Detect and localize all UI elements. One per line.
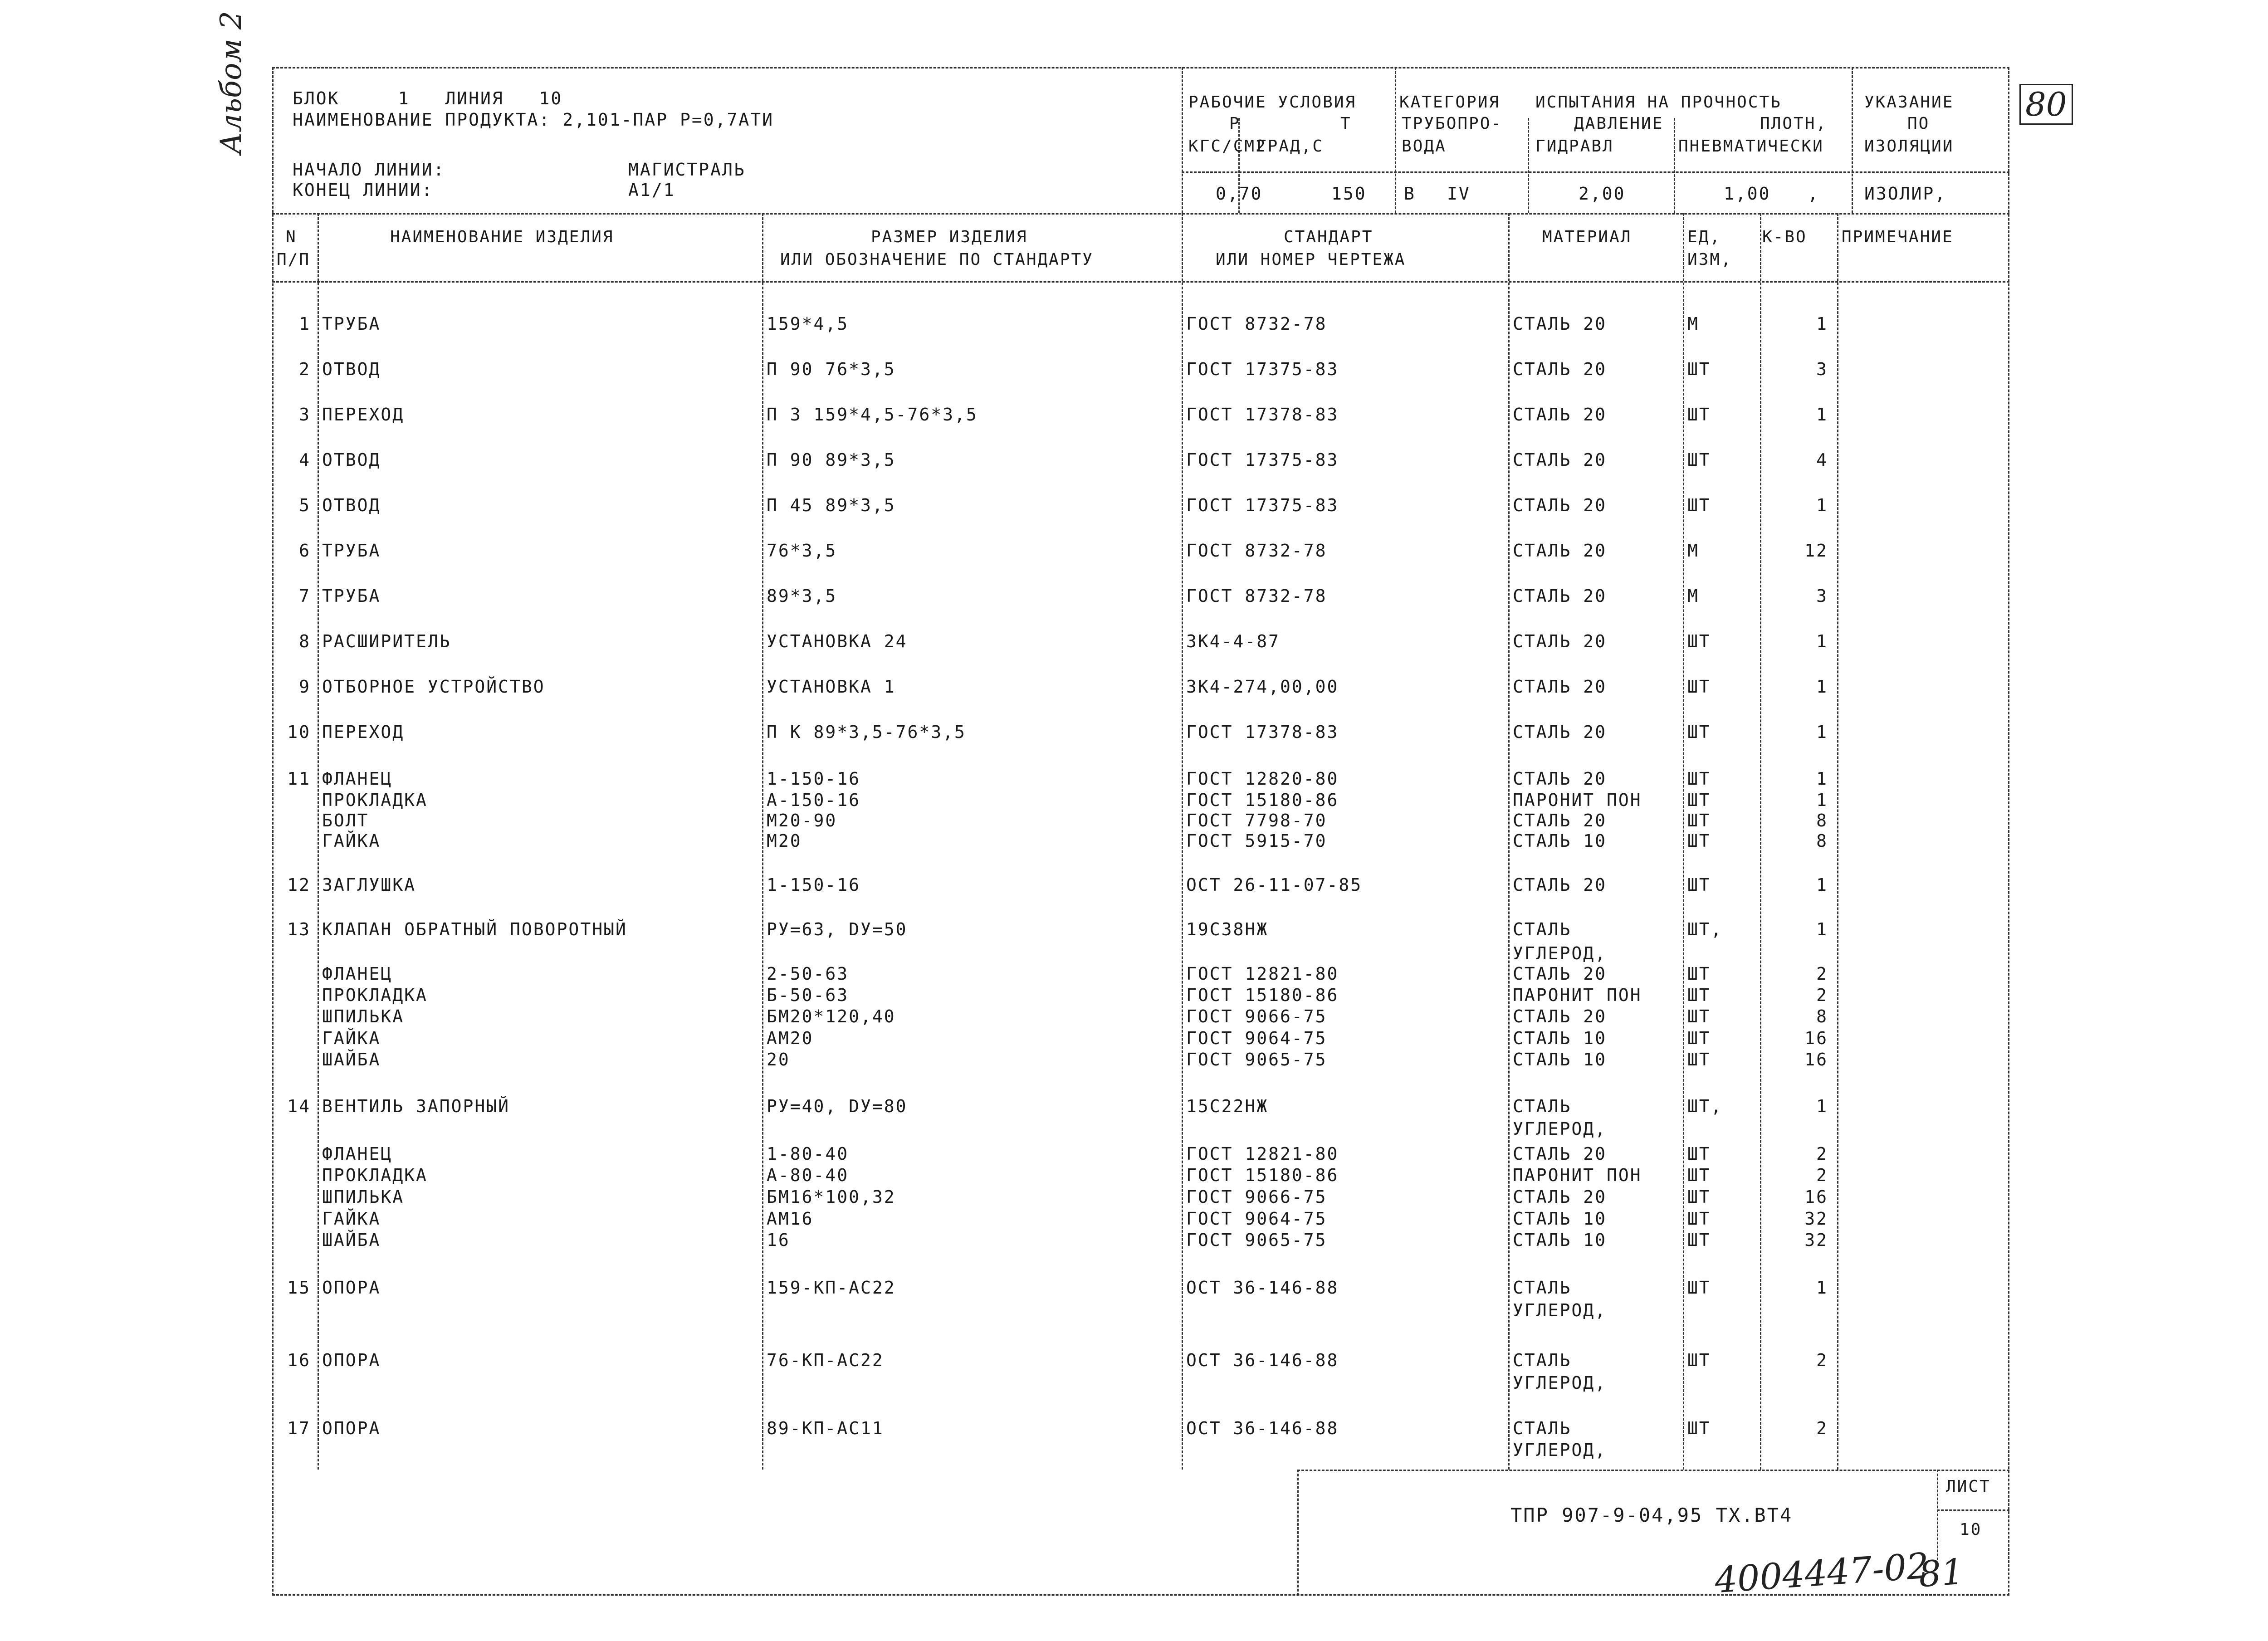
cell-name: ФЛАНЕЦ xyxy=(322,769,393,789)
cell-name: ОТВОД xyxy=(322,450,381,470)
cell-qty: 16 xyxy=(1804,1028,1828,1048)
cell-qty: 4 xyxy=(1816,450,1828,470)
start-label: НАЧАЛО ЛИНИИ: xyxy=(293,160,445,180)
cell-unit: ШТ xyxy=(1687,722,1711,742)
header-divider-pn xyxy=(1674,118,1675,213)
cell-name: ШАЙБА xyxy=(322,1230,381,1250)
cell-unit: ШТ xyxy=(1687,1050,1711,1070)
cell-name: ШПИЛЬКА xyxy=(322,1006,405,1026)
cell-n: 13 xyxy=(287,919,311,939)
cell-qty: 8 xyxy=(1816,1006,1828,1026)
cell-qty: 32 xyxy=(1804,1209,1828,1229)
cell-name: ВЕНТИЛЬ ЗАПОРНЫЙ xyxy=(322,1096,510,1116)
cell-qty: 2 xyxy=(1816,1144,1828,1164)
col-header-unit-l2: ИЗМ, xyxy=(1687,250,1732,269)
cell-name: ОТВОД xyxy=(322,359,381,379)
col-header-unit-l1: ЕД, xyxy=(1687,228,1721,246)
footer-sheet-line xyxy=(1937,1470,1938,1560)
cell-std: ГОСТ 17378-83 xyxy=(1186,405,1339,425)
cell-name: ПЕРЕХОД xyxy=(322,722,405,742)
cell-mat: СТАЛЬ xyxy=(1513,1278,1572,1298)
cell-size: 89*3,5 xyxy=(767,586,837,606)
cell-n: 15 xyxy=(287,1278,311,1298)
value-pneumatic: 1,00 xyxy=(1724,184,1771,204)
work-p: Р xyxy=(1229,114,1241,133)
cell-unit: ШТ xyxy=(1687,405,1711,425)
cell-std: 15С22НЖ xyxy=(1186,1096,1269,1116)
cell-name: ТРУБА xyxy=(322,314,381,334)
cell-size: 76-КП-АС22 xyxy=(767,1350,884,1370)
cell-mat: СТАЛЬ xyxy=(1513,1418,1572,1438)
corner-number: 80 xyxy=(2019,84,2073,125)
cell-qty: 1 xyxy=(1816,314,1828,334)
cell-size: 159-КП-АС22 xyxy=(767,1278,896,1298)
cell-qty: 1 xyxy=(1816,875,1828,895)
cell-std: ГОСТ 15180-86 xyxy=(1186,985,1339,1005)
cell-unit: ШТ xyxy=(1687,450,1711,470)
pipe-category-l2: ТРУБОПРО- xyxy=(1402,114,1503,133)
cell-name: ФЛАНЕЦ xyxy=(322,1144,393,1164)
insulation-l2: ПО xyxy=(1907,114,1930,133)
cell-n: 7 xyxy=(299,586,311,606)
cell-size: 20 xyxy=(767,1050,790,1070)
cell-size: АМ16 xyxy=(767,1209,814,1229)
product-name: НАИМЕНОВАНИЕ ПРОДУКТА: 2,101-ПАР Р=0,7АТИ xyxy=(293,110,774,130)
value-cat1: В xyxy=(1404,184,1416,204)
cell-mat: СТАЛЬ 10 xyxy=(1513,831,1607,851)
cell-std: 3К4-274,00,00 xyxy=(1186,677,1339,697)
cell-size: 76*3,5 xyxy=(767,541,837,561)
cell-std: ГОСТ 9064-75 xyxy=(1186,1028,1327,1048)
cell-std: ГОСТ 17375-83 xyxy=(1186,495,1339,515)
cell-size: 1-150-16 xyxy=(767,769,861,789)
col-header-qty: К-ВО xyxy=(1762,228,1807,246)
cell-mat: СТАЛЬ 10 xyxy=(1513,1230,1607,1250)
cell-n: 4 xyxy=(299,450,311,470)
cell-size: П 90 76*3,5 xyxy=(767,359,896,379)
cell-n: 1 xyxy=(299,314,311,334)
col-line-unit xyxy=(1683,213,1684,1470)
cell-size: Б-50-63 xyxy=(767,985,849,1005)
cell-mat: СТАЛЬ 20 xyxy=(1513,495,1607,515)
cell-n: 8 xyxy=(299,631,311,651)
cell-qty: 3 xyxy=(1816,586,1828,606)
cell-unit: ШТ xyxy=(1687,831,1711,851)
cell-size: П 90 89*3,5 xyxy=(767,450,896,470)
cell-unit: ШТ xyxy=(1687,1278,1711,1298)
cell-size: РУ=63, DУ=50 xyxy=(767,919,908,939)
cell-unit: ШТ xyxy=(1687,1209,1711,1229)
col-line-mat xyxy=(1508,213,1510,1470)
cell-unit: ШТ xyxy=(1687,631,1711,651)
cell-qty: 1 xyxy=(1816,722,1828,742)
cell-size: П 45 89*3,5 xyxy=(767,495,896,515)
cell-name: ШПИЛЬКА xyxy=(322,1187,405,1207)
cell-mat: УГЛЕРОД, xyxy=(1513,1440,1607,1460)
cell-qty: 3 xyxy=(1816,359,1828,379)
cell-size: 1-150-16 xyxy=(767,875,861,895)
cell-name: ОТБОРНОЕ УСТРОЙСТВО xyxy=(322,677,545,697)
cell-mat: СТАЛЬ xyxy=(1513,1096,1572,1116)
cell-mat: ПАРОНИТ ПОН xyxy=(1513,985,1642,1005)
cell-unit: ШТ xyxy=(1687,875,1711,895)
cell-mat: СТАЛЬ xyxy=(1513,1350,1572,1370)
bottom-page: 81 xyxy=(1917,1551,1965,1596)
cell-qty: 1 xyxy=(1816,1096,1828,1116)
cell-mat: СТАЛЬ 10 xyxy=(1513,1028,1607,1048)
cell-mat: СТАЛЬ 20 xyxy=(1513,450,1607,470)
cell-mat: СТАЛЬ 20 xyxy=(1513,722,1607,742)
cell-name: ПРОКЛАДКА xyxy=(322,790,428,810)
cell-size: БМ20*120,40 xyxy=(767,1006,896,1026)
cell-mat: ПАРОНИТ ПОН xyxy=(1513,1165,1642,1185)
cell-std: ГОСТ 9064-75 xyxy=(1186,1209,1327,1229)
value-p: 0,70 xyxy=(1216,184,1263,204)
col-header-note: ПРИМЕЧАНИЕ xyxy=(1842,228,1954,246)
cell-qty: 2 xyxy=(1816,1418,1828,1438)
cell-name: ТРУБА xyxy=(322,586,381,606)
cell-unit: ШТ xyxy=(1687,495,1711,515)
cell-size: П 3 159*4,5-76*3,5 xyxy=(767,405,978,425)
cell-size: А-150-16 xyxy=(767,790,861,810)
col-line-note xyxy=(1837,213,1838,1470)
work-p-unit: КГС/СМ2 xyxy=(1188,137,1267,156)
cell-qty: 1 xyxy=(1816,405,1828,425)
cell-name: ПРОКЛАДКА xyxy=(322,1165,428,1185)
col-header-n2: П/П xyxy=(277,250,311,269)
col-line-std xyxy=(1182,213,1183,1470)
cell-std: ГОСТ 7798-70 xyxy=(1186,811,1327,830)
cell-unit: ШТ xyxy=(1687,769,1711,789)
cell-qty: 2 xyxy=(1816,1350,1828,1370)
cell-std: ГОСТ 15180-86 xyxy=(1186,790,1339,810)
cell-unit: М xyxy=(1687,314,1699,334)
cell-name: ПЕРЕХОД xyxy=(322,405,405,425)
sheet-number: 10 xyxy=(1960,1520,1982,1539)
cell-mat: СТАЛЬ 20 xyxy=(1513,631,1607,651)
test-density: ПЛОТН, xyxy=(1760,114,1828,133)
cell-qty: 8 xyxy=(1816,831,1828,851)
cell-name: ТРУБА xyxy=(322,541,381,561)
footer-sheet-mid xyxy=(1937,1509,2009,1511)
cell-std: ГОСТ 17378-83 xyxy=(1186,722,1339,742)
test-hydraulic: ГИДРАВЛ xyxy=(1535,137,1614,156)
cell-n: 14 xyxy=(287,1096,311,1116)
cell-std: ГОСТ 17375-83 xyxy=(1186,359,1339,379)
cell-unit: ШТ xyxy=(1687,1350,1711,1370)
cell-std: ОСТ 36-146-88 xyxy=(1186,1350,1339,1370)
cell-std: 19С38НЖ xyxy=(1186,919,1269,939)
cell-n: 3 xyxy=(299,405,311,425)
cell-name: ОПОРА xyxy=(322,1418,381,1438)
cell-qty: 1 xyxy=(1816,631,1828,651)
footer-top-line xyxy=(1297,1470,2009,1471)
cell-name: ОПОРА xyxy=(322,1350,381,1370)
col-line-qty xyxy=(1760,213,1761,1470)
cell-qty: 16 xyxy=(1804,1187,1828,1207)
cell-qty: 1 xyxy=(1816,495,1828,515)
cell-size: М20-90 xyxy=(767,811,837,830)
test-pressure: ДАВЛЕНИЕ xyxy=(1574,114,1664,133)
cell-name: ОПОРА xyxy=(322,1278,381,1298)
cell-size: 159*4,5 xyxy=(767,314,849,334)
header-divider-ins xyxy=(1852,67,1853,213)
cell-std: ГОСТ 9065-75 xyxy=(1186,1230,1327,1250)
cell-unit: ШТ xyxy=(1687,1187,1711,1207)
cell-n: 11 xyxy=(287,769,311,789)
value-hydraulic: 2,00 xyxy=(1579,184,1626,204)
cell-qty: 1 xyxy=(1816,790,1828,810)
work-conditions-title: РАБОЧИЕ УСЛОВИЯ xyxy=(1188,93,1357,112)
cell-name: ГАЙКА xyxy=(322,1209,381,1229)
cell-qty: 1 xyxy=(1816,769,1828,789)
test-pneumatic: ПНЕВМАТИЧЕСКИ xyxy=(1678,137,1824,156)
insulation-l3: ИЗОЛЯЦИИ xyxy=(1864,137,1954,156)
cell-mat: СТАЛЬ 20 xyxy=(1513,314,1607,334)
footer-left-line xyxy=(1297,1470,1299,1596)
col-header-std-l2: ИЛИ НОМЕР ЧЕРТЕЖА xyxy=(1216,250,1406,269)
cell-size: РУ=40, DУ=80 xyxy=(767,1096,908,1116)
cell-size: 89-КП-АС11 xyxy=(767,1418,884,1438)
cell-mat: СТАЛЬ 20 xyxy=(1513,1006,1607,1026)
cell-n: 10 xyxy=(287,722,311,742)
col-header-size-l1: РАЗМЕР ИЗДЕЛИЯ xyxy=(871,228,1028,246)
cell-mat: СТАЛЬ 20 xyxy=(1513,541,1607,561)
header-divider-test xyxy=(1528,118,1529,213)
work-values-line xyxy=(1182,171,2009,173)
cell-unit: ШТ xyxy=(1687,1144,1711,1164)
cell-qty: 2 xyxy=(1816,1165,1828,1185)
start-value: МАГИСТРАЛЬ xyxy=(628,160,746,180)
cell-unit: ШТ xyxy=(1687,985,1711,1005)
cell-mat: УГЛЕРОД, xyxy=(1513,1373,1607,1393)
cell-std: ГОСТ 17375-83 xyxy=(1186,450,1339,470)
cell-size: 2-50-63 xyxy=(767,964,849,984)
cell-n: 5 xyxy=(299,495,311,515)
sheet-label: ЛИСТ xyxy=(1946,1477,1991,1496)
cell-size: УСТАНОВКА 1 xyxy=(767,677,896,697)
cell-size: П К 89*3,5-76*3,5 xyxy=(767,722,966,742)
cell-unit: ШТ xyxy=(1687,677,1711,697)
block-line: БЛОК 1 ЛИНИЯ 10 xyxy=(293,88,563,108)
cell-n: 9 xyxy=(299,677,311,697)
cell-mat: СТАЛЬ 10 xyxy=(1513,1050,1607,1070)
insulation-l1: УКАЗАНИЕ xyxy=(1864,93,1954,112)
cell-std: ГОСТ 8732-78 xyxy=(1186,586,1327,606)
cell-size: 1-80-40 xyxy=(767,1144,849,1164)
work-t: Т xyxy=(1340,114,1352,133)
margin-note: Альбом 2 xyxy=(215,11,248,154)
cell-std: ГОСТ 8732-78 xyxy=(1186,541,1327,561)
cell-mat: СТАЛЬ 20 xyxy=(1513,769,1607,789)
cell-qty: 12 xyxy=(1804,541,1828,561)
header-divider xyxy=(1182,67,1183,213)
value-insulation: ИЗОЛИР, xyxy=(1864,184,1947,204)
cell-std: ГОСТ 9065-75 xyxy=(1186,1050,1327,1070)
cell-mat: СТАЛЬ 20 xyxy=(1513,586,1607,606)
cell-mat: СТАЛЬ 20 xyxy=(1513,405,1607,425)
cell-n: 2 xyxy=(299,359,311,379)
cell-mat: СТАЛЬ 10 xyxy=(1513,1209,1607,1229)
cell-unit: ШТ xyxy=(1687,811,1711,830)
end-label: КОНЕЦ ЛИНИИ: xyxy=(293,180,434,200)
cell-std: ГОСТ 12821-80 xyxy=(1186,1144,1339,1164)
pipe-category-l1: КАТЕГОРИЯ xyxy=(1399,93,1501,112)
col-header-std-l1: СТАНДАРТ xyxy=(1284,228,1374,246)
cell-size: 16 xyxy=(767,1230,790,1250)
cell-mat: СТАЛЬ 20 xyxy=(1513,1144,1607,1164)
cell-mat: УГЛЕРОД, xyxy=(1513,1119,1607,1139)
cell-n: 16 xyxy=(287,1350,311,1370)
cell-unit: ШТ xyxy=(1687,964,1711,984)
bottom-note: 4004447-02 xyxy=(1713,1545,1931,1602)
col-header-name: НАИМЕНОВАНИЕ ИЗДЕЛИЯ xyxy=(390,228,614,246)
cell-mat: ПАРОНИТ ПОН xyxy=(1513,790,1642,810)
cell-n: 17 xyxy=(287,1418,311,1438)
cell-std: ГОСТ 9066-75 xyxy=(1186,1006,1327,1026)
cell-name: ШАЙБА xyxy=(322,1050,381,1070)
cell-name: ПРОКЛАДКА xyxy=(322,985,428,1005)
cell-mat: СТАЛЬ 20 xyxy=(1513,359,1607,379)
value-t: 150 xyxy=(1331,184,1367,204)
cell-qty: 16 xyxy=(1804,1050,1828,1070)
document-code: ТПР 907-9-04,95 ТХ.ВТ4 xyxy=(1510,1504,1793,1526)
cell-qty: 1 xyxy=(1816,919,1828,939)
cell-unit: ШТ xyxy=(1687,1165,1711,1185)
cell-name: ЗАГЛУШКА xyxy=(322,875,416,895)
cell-std: ГОСТ 5915-70 xyxy=(1186,831,1327,851)
cell-mat: СТАЛЬ 20 xyxy=(1513,1187,1607,1207)
cell-unit: ШТ xyxy=(1687,790,1711,810)
cell-unit: ШТ xyxy=(1687,1418,1711,1438)
header-bottom-line xyxy=(272,213,2009,215)
cell-mat: СТАЛЬ 20 xyxy=(1513,811,1607,830)
cell-unit: ШТ xyxy=(1687,1230,1711,1250)
cell-qty: 2 xyxy=(1816,985,1828,1005)
cell-name: ГАЙКА xyxy=(322,831,381,851)
cell-qty: 1 xyxy=(1816,1278,1828,1298)
col-header-material: МАТЕРИАЛ xyxy=(1542,228,1632,246)
cell-n: 12 xyxy=(287,875,311,895)
cell-unit: ШТ xyxy=(1687,1006,1711,1026)
cell-size: А-80-40 xyxy=(767,1165,849,1185)
cell-size: БМ16*100,32 xyxy=(767,1187,896,1207)
cell-name: ФЛАНЕЦ xyxy=(322,964,393,984)
cell-std: ГОСТ 8732-78 xyxy=(1186,314,1327,334)
cell-size: УСТАНОВКА 24 xyxy=(767,631,908,651)
cell-size: М20 xyxy=(767,831,802,851)
cell-unit: ШТ, xyxy=(1687,919,1723,939)
col-line-size xyxy=(762,213,763,1470)
cell-name: БОЛТ xyxy=(322,811,369,830)
column-header-line xyxy=(272,281,2009,283)
cell-std: ГОСТ 12821-80 xyxy=(1186,964,1339,984)
header-divider-cat xyxy=(1395,67,1396,213)
cell-std: ГОСТ 15180-86 xyxy=(1186,1165,1339,1185)
cell-std: ОСТ 26-11-07-85 xyxy=(1186,875,1363,895)
cell-mat: СТАЛЬ 20 xyxy=(1513,677,1607,697)
cell-mat: СТАЛЬ 20 xyxy=(1513,875,1607,895)
cell-std: ОСТ 36-146-88 xyxy=(1186,1278,1339,1298)
cell-qty: 1 xyxy=(1816,677,1828,697)
cell-unit: ШТ, xyxy=(1687,1096,1723,1116)
cell-name: ГАЙКА xyxy=(322,1028,381,1048)
cell-std: ГОСТ 12820-80 xyxy=(1186,769,1339,789)
cell-unit: М xyxy=(1687,541,1699,561)
test-title: ИСПЫТАНИЯ НА ПРОЧНОСТЬ xyxy=(1535,93,1782,112)
cell-qty: 8 xyxy=(1816,811,1828,830)
cell-std: 3К4-4-87 xyxy=(1186,631,1281,651)
cell-mat: УГЛЕРОД, xyxy=(1513,1300,1607,1320)
col-header-n: N xyxy=(286,228,297,246)
work-t-unit: ГРАД,С xyxy=(1256,137,1324,156)
cell-mat: СТАЛЬ xyxy=(1513,919,1572,939)
cell-name: ОТВОД xyxy=(322,495,381,515)
cell-name: РАСШИРИТЕЛЬ xyxy=(322,631,451,651)
cell-std: ОСТ 36-146-88 xyxy=(1186,1418,1339,1438)
value-cat2: IV xyxy=(1447,184,1471,204)
cell-unit: ШТ xyxy=(1687,359,1711,379)
end-value: А1/1 xyxy=(628,180,675,200)
col-line-name xyxy=(318,213,319,1470)
cell-size: АМ20 xyxy=(767,1028,814,1048)
cell-name: КЛАПАН ОБРАТНЫЙ ПОВОРОТНЫЙ xyxy=(322,919,627,939)
cell-n: 6 xyxy=(299,541,311,561)
cell-unit: М xyxy=(1687,586,1699,606)
cell-mat: СТАЛЬ 20 xyxy=(1513,964,1607,984)
cell-qty: 2 xyxy=(1816,964,1828,984)
cell-unit: ШТ xyxy=(1687,1028,1711,1048)
cell-qty: 32 xyxy=(1804,1230,1828,1250)
col-header-size-l2: ИЛИ ОБОЗНАЧЕНИЕ ПО СТАНДАРТУ xyxy=(780,250,1094,269)
cell-mat: УГЛЕРОД, xyxy=(1513,943,1607,963)
cell-std: ГОСТ 9066-75 xyxy=(1186,1187,1327,1207)
pipe-category-l3: ВОДА xyxy=(1402,137,1447,156)
value-density: , xyxy=(1808,184,1819,204)
